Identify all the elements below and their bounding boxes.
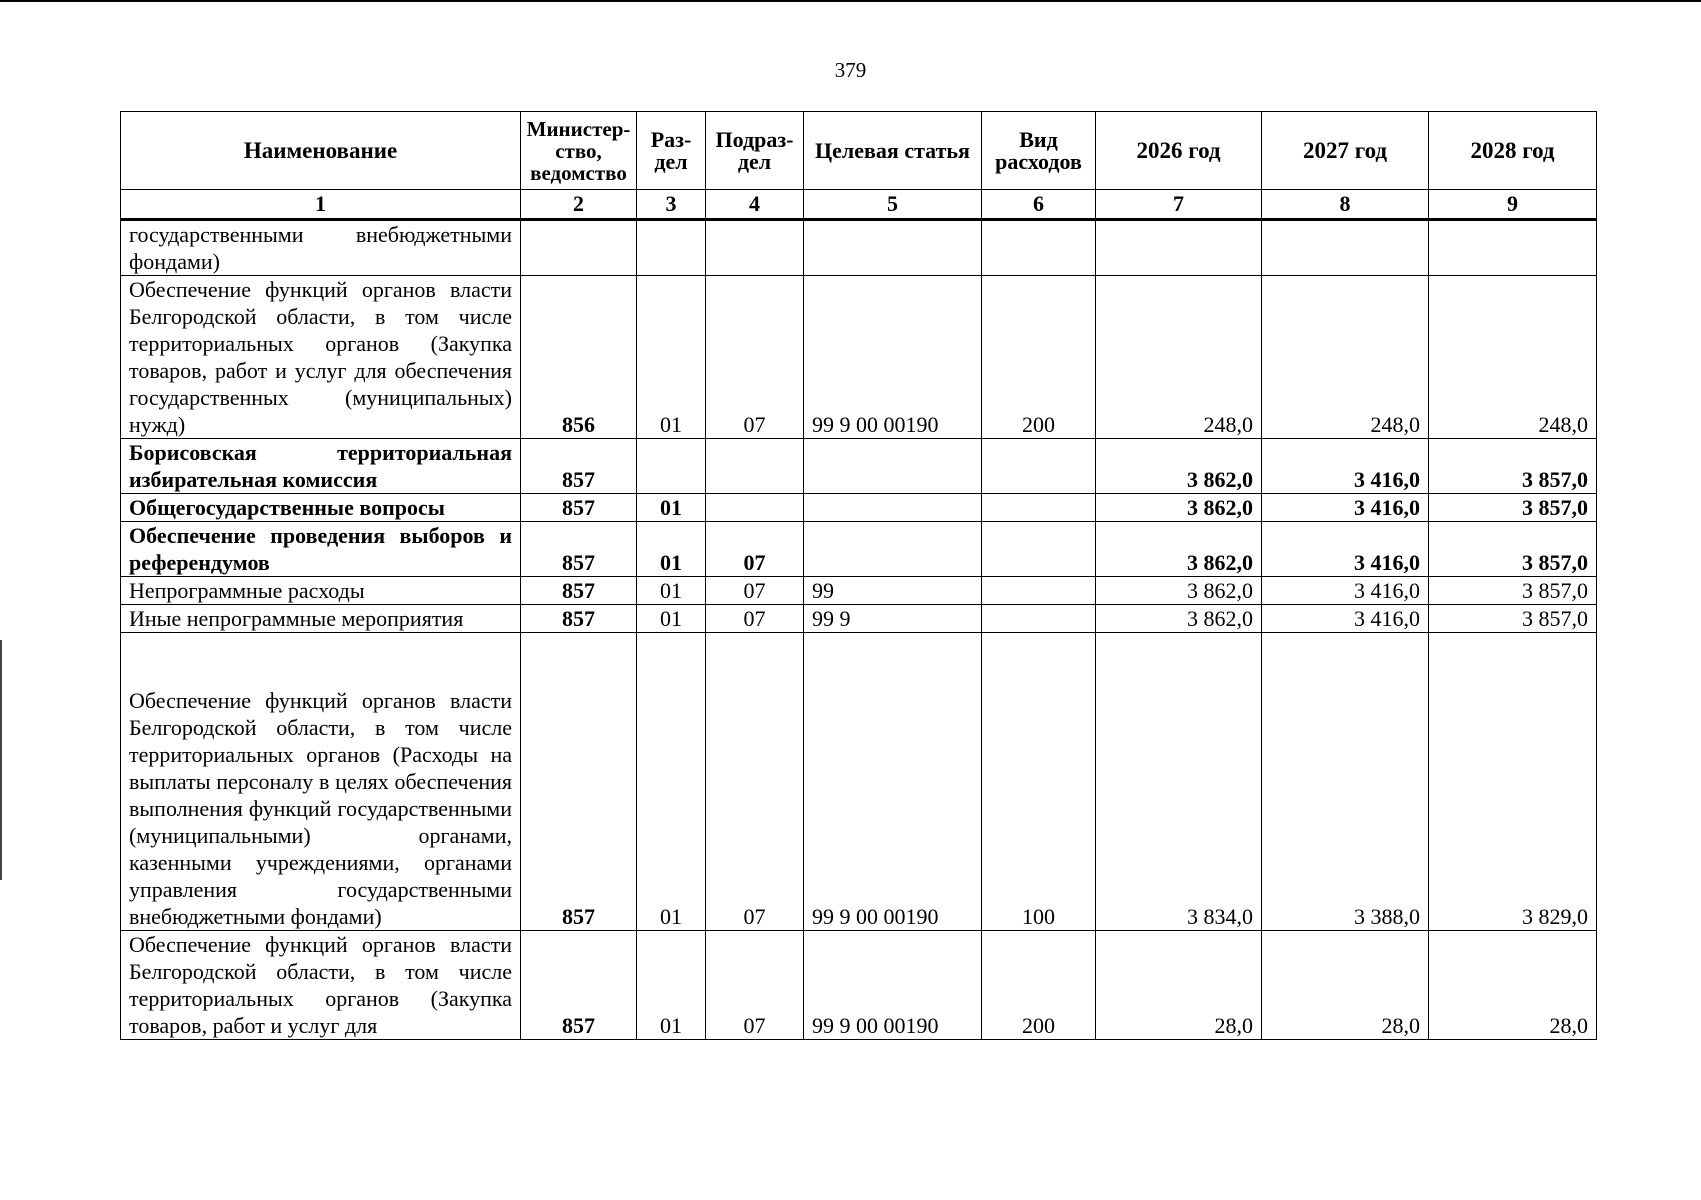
column-number: 3	[637, 190, 706, 220]
row-section: 01	[637, 633, 706, 931]
row-target: 99	[804, 577, 982, 605]
row-subsection: 07	[706, 522, 804, 577]
row-target	[804, 439, 982, 494]
row-name: Непрограммные расходы	[121, 577, 521, 605]
table-row	[121, 605, 1597, 633]
row-value-2028: 3 857,0	[1429, 577, 1597, 605]
column-number: 8	[1262, 190, 1429, 220]
row-value-2028: 3 857,0	[1429, 439, 1597, 494]
row-subsection: 07	[706, 633, 804, 931]
row-name: государственными внебюджетными фондами)	[121, 220, 521, 276]
column-number: 1	[121, 190, 521, 220]
header-2026: 2026 год	[1096, 112, 1262, 190]
row-value-2027: 3 388,0	[1262, 633, 1429, 931]
row-ministry: 857	[521, 494, 637, 522]
row-section	[637, 439, 706, 494]
column-number: 9	[1429, 190, 1597, 220]
page-number: 379	[834, 58, 867, 82]
table-row	[121, 522, 1597, 577]
scan-edge-top	[0, 0, 1701, 2]
table-row	[121, 931, 1597, 1040]
row-expense-type	[982, 494, 1096, 522]
row-value-2026: 3 862,0	[1096, 605, 1262, 633]
row-value-2026: 3 862,0	[1096, 439, 1262, 494]
row-subsection	[706, 439, 804, 494]
row-expense-type	[982, 577, 1096, 605]
row-name: Общегосударственные вопросы	[121, 494, 521, 522]
column-number: 4	[706, 190, 804, 220]
row-value-2028: 3 857,0	[1429, 494, 1597, 522]
row-subsection	[706, 494, 804, 522]
row-target	[804, 220, 982, 276]
row-name: Иные непрограммные мероприятия	[121, 605, 521, 633]
scan-edge-left	[0, 640, 2, 880]
column-number: 5	[804, 190, 982, 220]
row-value-2027: 248,0	[1262, 276, 1429, 439]
row-ministry: 857	[521, 522, 637, 577]
row-ministry: 857	[521, 633, 637, 931]
header-section: Раз-дел	[637, 112, 706, 190]
row-subsection: 07	[706, 605, 804, 633]
row-section	[637, 220, 706, 276]
column-number: 6	[982, 190, 1096, 220]
header-2027: 2027 год	[1262, 112, 1429, 190]
table-row	[121, 633, 1597, 931]
table-row	[121, 220, 1597, 276]
row-expense-type: 200	[982, 276, 1096, 439]
row-section: 01	[637, 276, 706, 439]
table-header	[121, 112, 1597, 220]
row-target: 99 9	[804, 605, 982, 633]
column-number: 2	[521, 190, 637, 220]
row-value-2027: 3 416,0	[1262, 522, 1429, 577]
row-value-2028: 248,0	[1429, 276, 1597, 439]
row-section: 01	[637, 522, 706, 577]
row-expense-type	[982, 220, 1096, 276]
row-value-2027: 3 416,0	[1262, 439, 1429, 494]
row-ministry: 857	[521, 605, 637, 633]
row-expense-type: 200	[982, 931, 1096, 1040]
row-value-2027: 3 416,0	[1262, 605, 1429, 633]
row-value-2026: 3 862,0	[1096, 522, 1262, 577]
row-value-2026: 3 862,0	[1096, 494, 1262, 522]
row-ministry	[521, 220, 637, 276]
row-name: Обеспечение функций органов власти Белгородской области, в том числе территориальных органов (Расходы на выплаты персоналу в целях обеспечения выполнения функций государственными (муниципальными) органами, казенными учреждениями, органами управления государственными внебюджетными фондами)	[121, 633, 521, 931]
row-value-2027: 3 416,0	[1262, 494, 1429, 522]
table-body	[121, 220, 1597, 1040]
row-value-2027	[1262, 220, 1429, 276]
row-section: 01	[637, 605, 706, 633]
row-section: 01	[637, 931, 706, 1040]
row-value-2026: 248,0	[1096, 276, 1262, 439]
row-value-2026: 3 862,0	[1096, 577, 1262, 605]
row-expense-type	[982, 439, 1096, 494]
row-target: 99 9 00 00190	[804, 276, 982, 439]
row-name: Обеспечение функций органов власти Белгородской области, в том числе территориальных органов (Закупка товаров, работ и услуг для обеспечения государственных (муниципальных) нужд)	[121, 276, 521, 439]
row-subsection: 07	[706, 577, 804, 605]
header-name: Наименование	[121, 112, 521, 190]
row-section: 01	[637, 577, 706, 605]
table-row	[121, 276, 1597, 439]
row-name: Обеспечение функций органов власти Белгородской области, в том числе территориальных органов (Закупка товаров, работ и услуг для	[121, 931, 521, 1040]
row-expense-type: 100	[982, 633, 1096, 931]
budget-table	[120, 111, 1597, 1040]
row-expense-type	[982, 522, 1096, 577]
row-target	[804, 494, 982, 522]
row-ministry: 857	[521, 577, 637, 605]
row-target: 99 9 00 00190	[804, 931, 982, 1040]
row-section: 01	[637, 494, 706, 522]
row-subsection	[706, 220, 804, 276]
column-number-row	[121, 190, 1597, 220]
header-target: Целевая статья	[804, 112, 982, 190]
header-2028: 2028 год	[1429, 112, 1597, 190]
row-ministry: 857	[521, 931, 637, 1040]
row-subsection: 07	[706, 276, 804, 439]
row-value-2026: 3 834,0	[1096, 633, 1262, 931]
row-value-2028: 3 857,0	[1429, 522, 1597, 577]
row-ministry: 856	[521, 276, 637, 439]
header-row	[121, 112, 1597, 190]
header-expense-type: Вид расходов	[982, 112, 1096, 190]
column-number: 7	[1096, 190, 1262, 220]
row-value-2027: 28,0	[1262, 931, 1429, 1040]
row-value-2026: 28,0	[1096, 931, 1262, 1040]
row-value-2028: 3 829,0	[1429, 633, 1597, 931]
row-name: Борисовская территориальная избирательная комиссия	[121, 439, 521, 494]
row-value-2027: 3 416,0	[1262, 577, 1429, 605]
header-ministry: Министер-ство, ведомство	[521, 112, 637, 190]
header-subsection: Подраз-дел	[706, 112, 804, 190]
row-name: Обеспечение проведения выборов и референдумов	[121, 522, 521, 577]
table-row	[121, 494, 1597, 522]
row-subsection: 07	[706, 931, 804, 1040]
table-row	[121, 439, 1597, 494]
table-row	[121, 577, 1597, 605]
row-value-2028: 28,0	[1429, 931, 1597, 1040]
row-ministry: 857	[521, 439, 637, 494]
row-target	[804, 522, 982, 577]
row-value-2028	[1429, 220, 1597, 276]
row-expense-type	[982, 605, 1096, 633]
row-value-2028: 3 857,0	[1429, 605, 1597, 633]
row-target: 99 9 00 00190	[804, 633, 982, 931]
row-value-2026	[1096, 220, 1262, 276]
